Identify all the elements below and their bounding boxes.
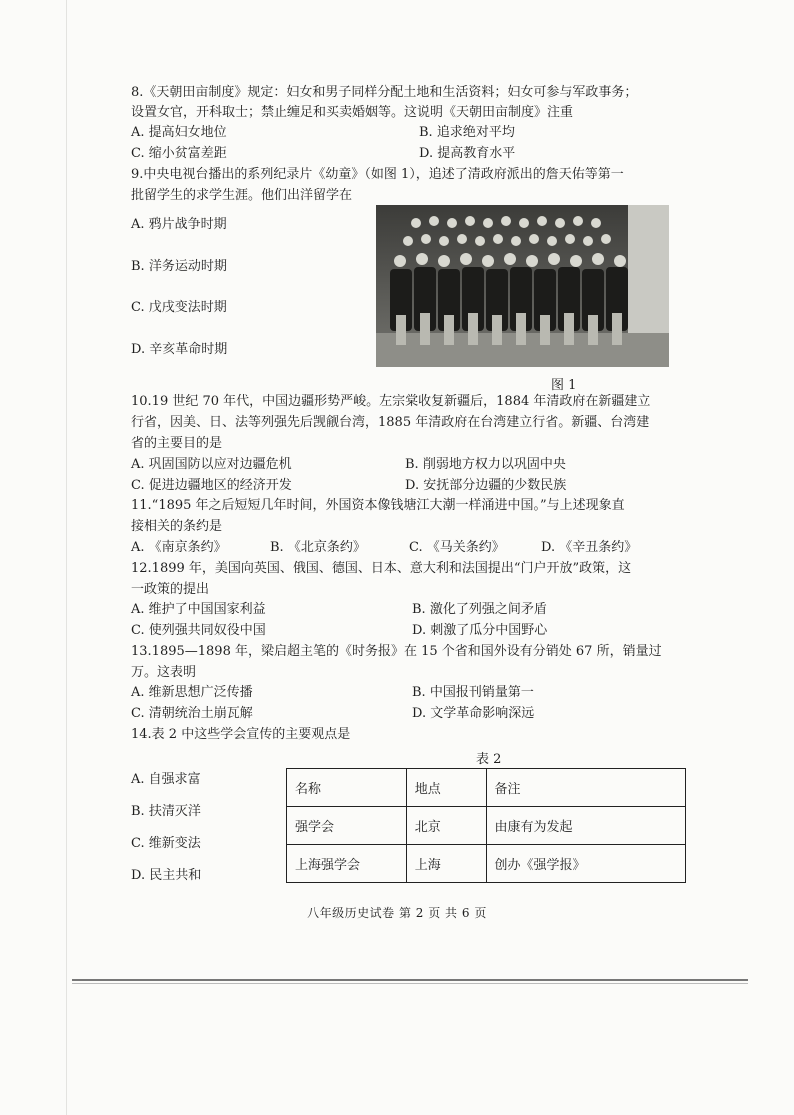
q9-option-a: A. 鸦片战争时期 (131, 217, 227, 232)
table-header-cell: 名称 (287, 769, 407, 807)
table-header-cell: 备注 (486, 769, 685, 807)
q9-stem-line2: 批留学生的求学生涯。他们出洋留学在 (131, 188, 353, 203)
q11-stem-line2: 接相关的条约是 (131, 519, 223, 534)
q9-option-c: C. 戊戌变法时期 (131, 300, 227, 315)
q14-option-b: B. 扶清灭洋 (131, 804, 201, 819)
q8-option-d: D. 提高教育水平 (419, 146, 516, 161)
table-2-title: 表 2 (476, 752, 502, 767)
q13-option-b: B. 中国报刊销量第一 (412, 685, 534, 700)
q8-stem-line2: 设置女官，开科取士；禁止缠足和买卖婚姻等。这说明《天朝田亩制度》注重 (131, 105, 574, 120)
figure-1-caption: 图 1 (551, 378, 577, 393)
page-footer: 八年级历史试卷 第 2 页 共 6 页 (307, 906, 487, 920)
q9-stem-line1: 9.中央电视台播出的系列纪录片《幼童》（如图 1），追述了清政府派出的詹天佑等第一 (131, 167, 624, 182)
table-row (287, 845, 686, 883)
q8-option-a: A. 提高妇女地位 (131, 125, 227, 140)
q14-option-c: C. 维新变法 (131, 836, 201, 851)
q12-stem-line1: 12.1899 年，美国向英国、俄国、德国、日本、意大利和法国提出“门户开放”政策，这 (131, 561, 632, 576)
q10-stem-line1: 10.19 世纪 70 年代，中国边疆形势严峻。左宗棠收复新疆后，1884 年清政府在新疆建立 (131, 394, 651, 409)
q13-stem-line1: 13.1895—1898 年，梁启超主笔的《时务报》在 15 个省和国外设有分销处 67 所，销量过 (131, 644, 662, 659)
q14-option-d: D. 民主共和 (131, 868, 202, 883)
q9-option-d: D. 辛亥革命时期 (131, 342, 228, 357)
q13-option-c: C. 清朝统治土崩瓦解 (131, 706, 253, 721)
table-cell: 北京 (406, 807, 486, 845)
table-row (287, 807, 686, 845)
table-2 (286, 768, 686, 883)
q14-option-a: A. 自强求富 (131, 772, 201, 787)
table-cell: 强学会 (287, 807, 407, 845)
q11-option-d: D. 《辛丑条约》 (541, 540, 638, 555)
q12-option-b: B. 激化了列强之间矛盾 (412, 602, 547, 617)
q10-option-d: D. 安抚部分边疆的少数民族 (405, 478, 567, 493)
q8-option-c: C. 缩小贫富差距 (131, 146, 227, 161)
q8-stem-line1: 8.《天朝田亩制度》规定：妇女和男子同样分配土地和生活资料；妇女可参与军政事务； (131, 85, 638, 100)
table-header-row (287, 769, 686, 807)
q11-option-c: C. 《马关条约》 (409, 540, 505, 555)
q8-option-b: B. 追求绝对平均 (419, 125, 515, 140)
q10-option-b: B. 削弱地方权力以巩固中央 (405, 457, 566, 472)
q11-option-b: B. 《北京条约》 (270, 540, 366, 555)
table-cell: 上海 (406, 845, 486, 883)
table-header-cell: 地点 (406, 769, 486, 807)
q12-option-d: D. 刺激了瓜分中国野心 (412, 623, 548, 638)
q12-option-a: A. 维护了中国国家利益 (131, 602, 266, 617)
bottom-rule-thin (72, 983, 748, 984)
figure-1-photo (376, 205, 669, 367)
bottom-rule (72, 979, 748, 981)
q12-option-c: C. 使列强共同奴役中国 (131, 623, 266, 638)
q11-stem-line1: 11.“1895 年之后短短几年时间，外国资本像钱塘江大潮一样涌进中国。”与上述现象直 (131, 498, 625, 513)
q13-option-d: D. 文学革命影响深远 (412, 706, 535, 721)
q13-stem-line2: 万。这表明 (131, 665, 197, 680)
scan-edge (66, 0, 67, 1115)
q13-option-a: A. 维新思想广泛传播 (131, 685, 253, 700)
q10-stem-line3: 省的主要目的是 (131, 436, 223, 451)
q12-stem-line2: 一政策的提出 (131, 582, 210, 597)
table-cell: 由康有为发起 (486, 807, 685, 845)
q10-option-a: A. 巩固国防以应对边疆危机 (131, 457, 292, 472)
table-cell: 创办《强学报》 (486, 845, 685, 883)
q11-option-a: A. 《南京条约》 (131, 540, 227, 555)
table-cell: 上海强学会 (287, 845, 407, 883)
q14-stem-line1: 14.表 2 中这些学会宣传的主要观点是 (131, 727, 351, 742)
q9-option-b: B. 洋务运动时期 (131, 259, 227, 274)
q10-stem-line2: 行省，因美、日、法等列强先后觊觎台湾，1885 年清政府在台湾建立行省。新疆、台湾建 (131, 415, 650, 430)
q10-option-c: C. 促进边疆地区的经济开发 (131, 478, 292, 493)
